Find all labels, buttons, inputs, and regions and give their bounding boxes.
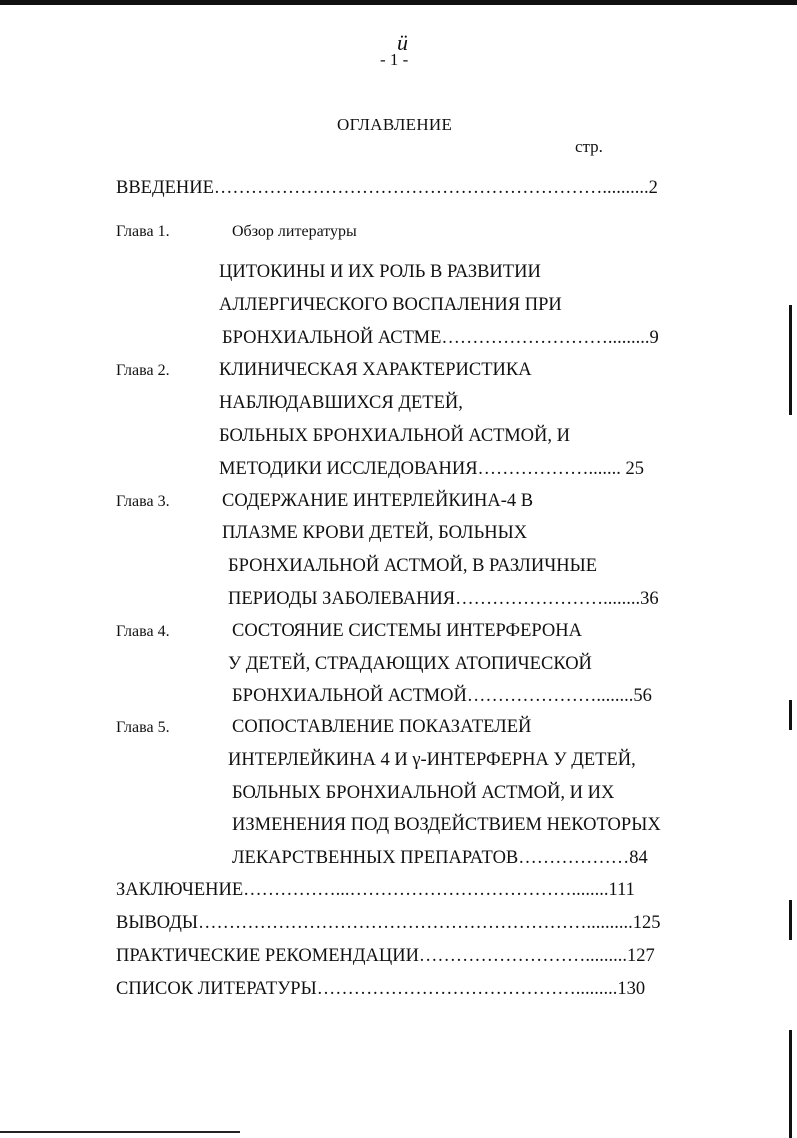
handwritten-mark: ü (397, 30, 408, 55)
chapter-2-line: МЕТОДИКИ ИССЛЕДОВАНИЯ………………....... 25 (219, 459, 645, 479)
right-edge-mark (789, 1030, 792, 1138)
chapter-2-line: НАБЛЮДАВШИХСЯ ДЕТЕЙ, (219, 393, 463, 413)
chapter-5-line: СОПОСТАВЛЕНИЕ ПОКАЗАТЕЛЕЙ (232, 717, 532, 737)
top-border (0, 0, 797, 5)
chapter-2-label: Глава 2. (116, 362, 170, 379)
chapter-5-line: ИНТЕРЛЕЙКИНА 4 И γ-ИНТЕРФЕРНА У ДЕТЕЙ, (228, 750, 636, 770)
page-number: - 1 - (380, 50, 409, 69)
page-column-label: стр. (575, 137, 603, 156)
chapter-3-line: БРОНХИАЛЬНОЙ АСТМОЙ, В РАЗЛИЧНЫЕ (228, 556, 598, 576)
bottom-rule (0, 1131, 240, 1133)
chapter-5-label: Глава 5. (116, 719, 170, 736)
chapter-2-line: БОЛЬНЫХ БРОНХИАЛЬНОЙ АСТМОЙ, И (219, 426, 571, 446)
toc-conclusion: ЗАКЛЮЧЕНИЕ……………...………………………………........111 (116, 880, 635, 900)
right-edge-mark (789, 700, 792, 730)
chapter-1-label: Глава 1. (116, 223, 170, 240)
page-title: ОГЛАВЛЕНИЕ (337, 115, 453, 134)
chapter-3-line: ПЕРИОДЫ ЗАБОЛЕВАНИЯ……………………........36 (228, 589, 659, 609)
chapter-4-label: Глава 4. (116, 623, 170, 640)
chapter-3-line: СОДЕРЖАНИЕ ИНТЕРЛЕЙКИНА-4 В (222, 491, 534, 511)
right-edge-mark (789, 900, 792, 940)
chapter-1-line: ЦИТОКИНЫ И ИХ РОЛЬ В РАЗВИТИИ (219, 262, 541, 282)
chapter-5-line: ЛЕКАРСТВЕННЫХ ПРЕПАРАТОВ………………84 (232, 848, 648, 868)
chapter-1-line: БРОНХИАЛЬНОЙ АСТМЕ……………………….........9 (222, 328, 659, 348)
toc-recommendations: ПРАКТИЧЕСКИЕ РЕКОМЕНДАЦИИ……………………….........127 (116, 946, 655, 966)
toc-references: СПИСОК ЛИТЕРАТУРЫ…………………………………….........130 (116, 979, 646, 999)
chapter-1-line: АЛЛЕРГИЧЕСКОГО ВОСПАЛЕНИЯ ПРИ (219, 295, 562, 315)
chapter-5-line: ИЗМЕНЕНИЯ ПОД ВОЗДЕЙСТВИЕМ НЕКОТОРЫХ (232, 815, 661, 835)
chapter-1-heading: Обзор литературы (232, 223, 357, 240)
chapter-4-line: СОСТОЯНИЕ СИСТЕМЫ ИНТЕРФЕРОНА (232, 621, 582, 641)
chapter-4-line: БРОНХИАЛЬНОЙ АСТМОЙ…………………........56 (232, 686, 652, 706)
chapter-3-label: Глава 3. (116, 493, 170, 510)
toc-findings: ВЫВОДЫ………………………………………………………..........125 (116, 913, 661, 933)
chapter-4-line: У ДЕТЕЙ, СТРАДАЮЩИХ АТОПИЧЕСКОЙ (228, 654, 592, 674)
chapter-2-line: КЛИНИЧЕСКАЯ ХАРАКТЕРИСТИКА (219, 360, 532, 380)
toc-intro: ВВЕДЕНИЕ………………………………………………………..........2 (116, 178, 658, 198)
chapter-3-line: ПЛАЗМЕ КРОВИ ДЕТЕЙ, БОЛЬНЫХ (222, 523, 528, 543)
chapter-5-line: БОЛЬНЫХ БРОНХИАЛЬНОЙ АСТМОЙ, И ИХ (232, 783, 615, 803)
right-edge-mark (789, 305, 792, 415)
